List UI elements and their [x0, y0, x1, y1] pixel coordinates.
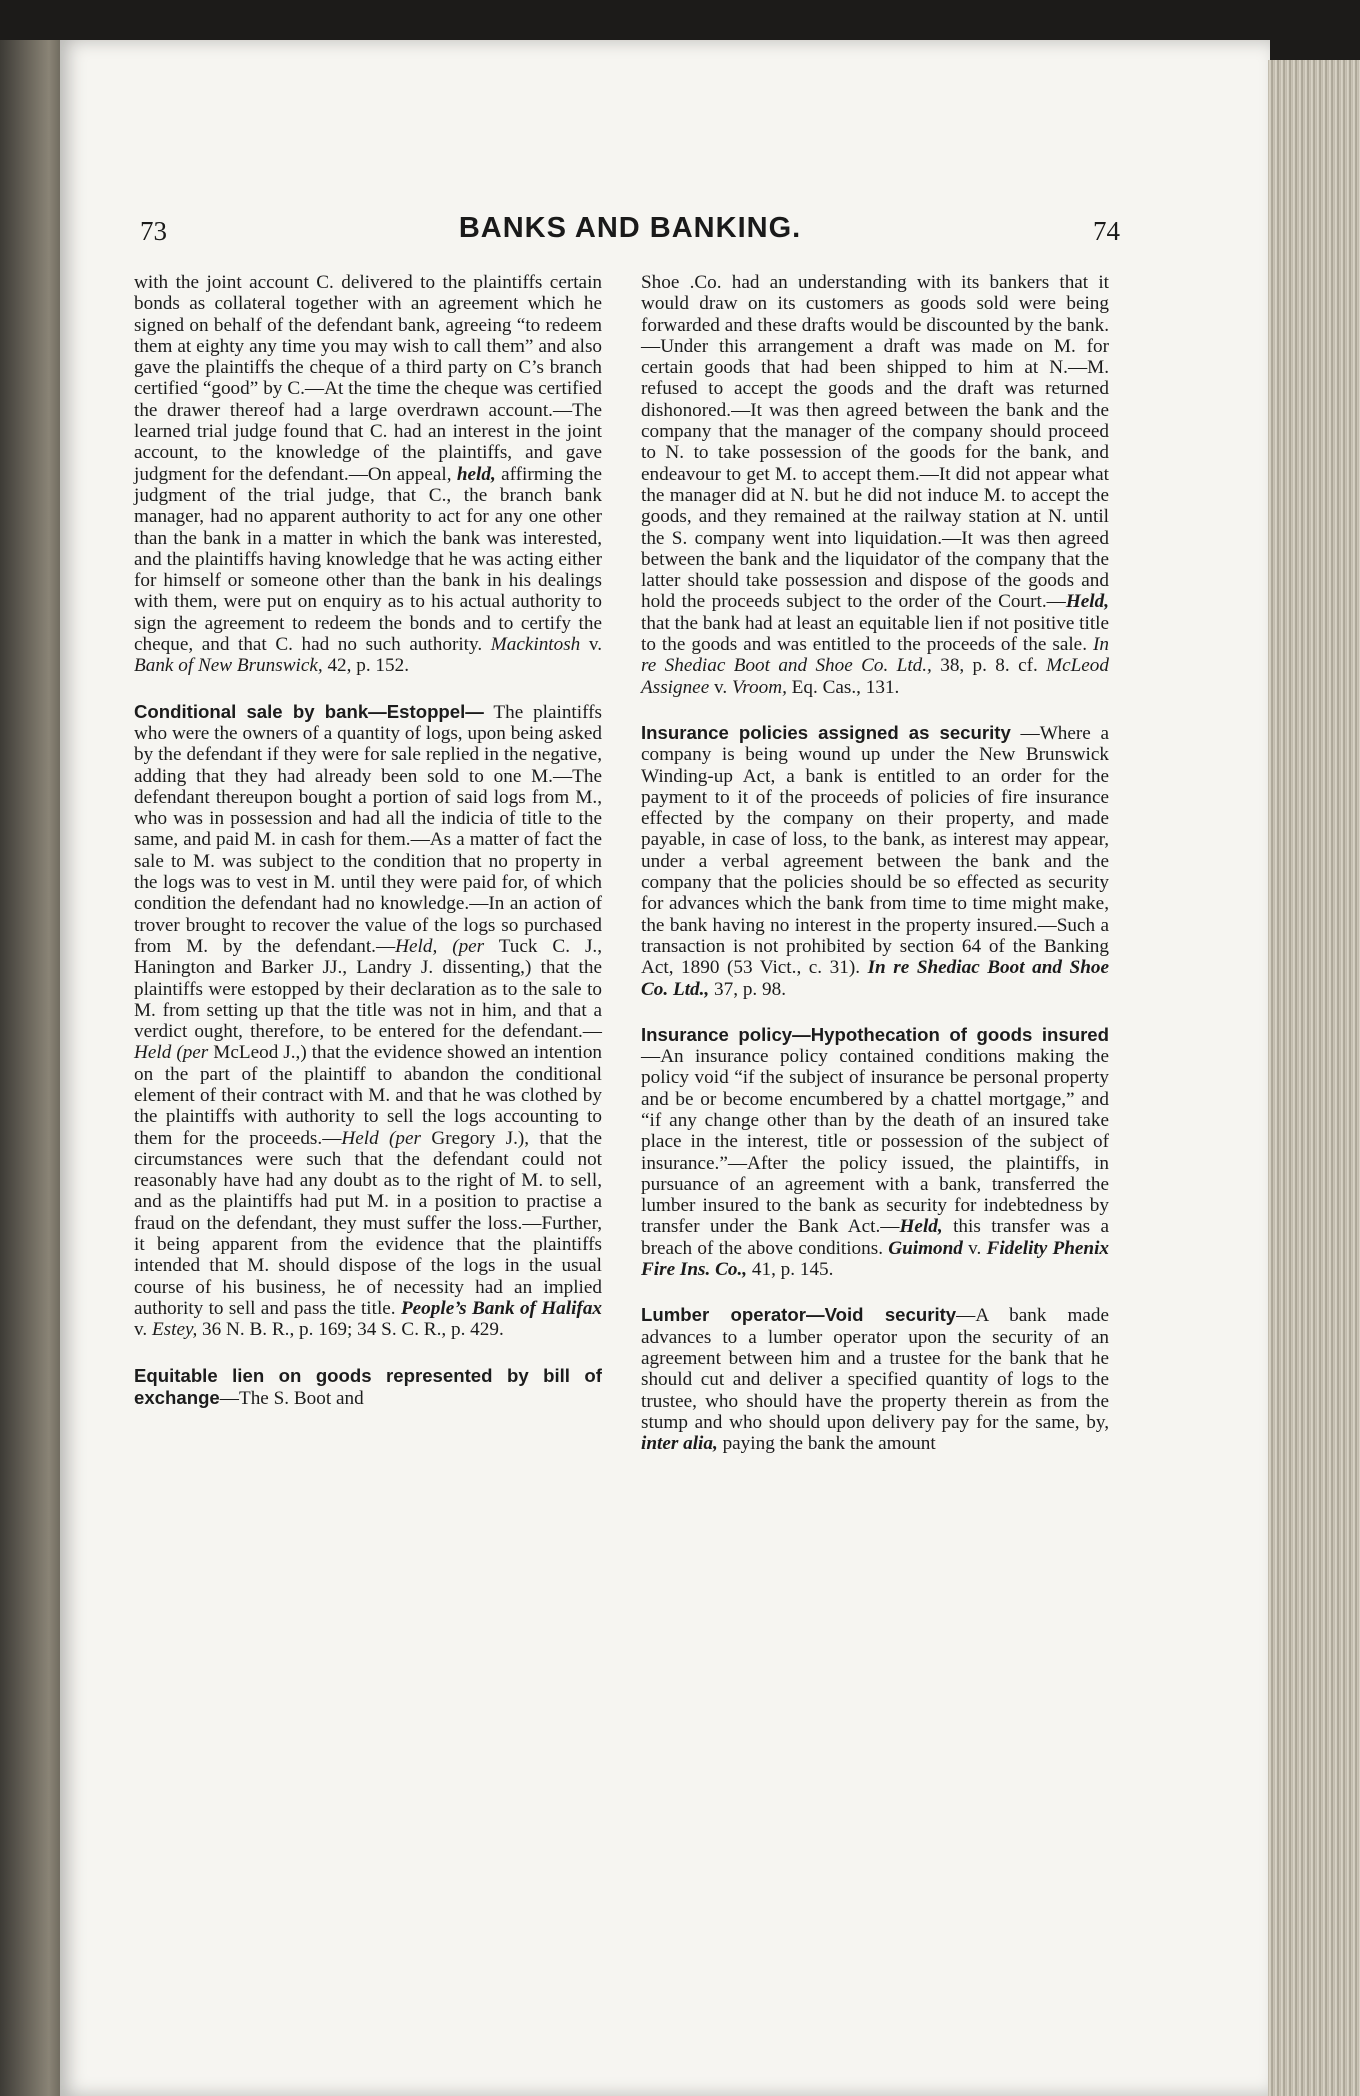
left-column	[134, 272, 602, 1409]
entry-heading: Lumber operator—Void security	[641, 1304, 957, 1326]
case-name: Bank of New Brunswick,	[134, 655, 323, 677]
right-column	[641, 272, 1109, 1454]
running-head	[140, 212, 1120, 252]
page-number-left: 73	[140, 216, 167, 246]
held-label: Held	[134, 1042, 172, 1064]
citation: 36 N. B. R., p. 169; 34 S. C. R., p. 429.	[202, 1319, 504, 1341]
page-edges	[1268, 60, 1360, 2096]
case-name: Estey,	[151, 1319, 198, 1341]
body-text: —Where a company is being wound up under the New Brunswick Winding-up Act, a bank is entitled to an order for the payment to it of the proceeds of policies of fire insurance effected by the company on their property, and made payable, in case of loss, to the bank, as interest may appear, under a verbal agreement between the bank and the company that the policies should be so effected as security for advances which the bank from time to time might make, the bank having no interest in the property insured.—Such a transaction is not prohibited by section 64 of the Banking Act, 1890 (53 Vict., c. 31).	[641, 722, 1109, 979]
body-text: that the bank had at least an equitable lien if not positive title to the goods and was entitled to the proceeds of the sale.	[641, 612, 1109, 656]
body-text: Shoe .Co. had an understanding with its bankers that it would draw on its customers as goods sold were being forwarded and these drafts would be discounted by the bank.—Under this arrangement a draft was made on M. for certain goods that had been shipped to him at N.—M. refused to accept the goods and the draft was returned dishonored.—It was then agreed between the bank and the company that the manager of the company should proceed to N. to take possession of the goods for the bank, and endeavour to get M. to accept them.—It did not appear what the manager did at N. but he did not induce M. to accept the goods, and they remained at the railway station at N. until the S. company went into liquidation.—It was then agreed between the bank and the liquidator of the company that the latter should take possession and dispose of the goods and hold the proceeds subject to the order of the Court.—	[641, 272, 1109, 613]
entry-heading: Insurance policy—Hypothecation of goods insured	[641, 1023, 1109, 1045]
versus: v.	[714, 676, 728, 698]
held-label: Held	[341, 1127, 379, 1149]
case-name: Mackintosh	[490, 634, 581, 656]
held-label: Held,	[899, 1216, 943, 1238]
versus: v.	[968, 1237, 982, 1259]
body-text: Tuck C. J., Hanington and Barker JJ., Landry J. dissenting,) that the plaintiffs were estopped by their declaration as to the sale to M. from setting up that the title was not in him, and that a verdict ought, therefore, to be entered for the defendant.—	[134, 935, 603, 1043]
entry-lumber-operator	[641, 1304, 1109, 1454]
body-text: Gregory J.), that the circumstances were such that the defendant could not reasonably have had any doubt as to the right of M. to sell, and as the plaintiffs had put M. in a position to practise a fraud on the defendant, they must suffer the loss.—Further, it being apparent from the evidence that the plaintiffs intended that M. should dispose of the logs in the usual course of his business, he of necessity had an implied authority to sell and pass the title.	[134, 1127, 602, 1319]
body-text: —A bank made advances to a lumber operator upon the security of an agreement between him and a trustee for the bank that he should cut and deliver a specified quantity of logs to the trustee, who should have the property therein as from the stump and who should upon delivery pay for the same, by,	[641, 1305, 1109, 1433]
body-text: affirming the judgment of the trial judge, that C., the branch bank manager, had no apparent authority to act for any one other than the bank in a matter in which the bank was interested, and the plaintiffs having knowledge that he was acting either for himself or someone other than the bank in his dealings with them, were put on enquiry as to his actual authority to sign the agreement to redeem the bonds and to certify the cheque, and that C. had no such authority.	[134, 463, 602, 656]
per-label: (per	[389, 1127, 422, 1149]
entry-heading: Equitable lien on goods represented by bill of exchange	[134, 1364, 602, 1408]
entry-heading: Insurance policies assigned as security	[641, 721, 1011, 743]
citation: 38, p. 8.	[940, 655, 1010, 677]
body-text: paying the bank the amount	[722, 1433, 936, 1455]
body-text: The plaintiffs who were the owners of a quantity of logs, upon being asked by the defendant if they were for sale replied in the negative, adding that they had already been sold to one M.—The defendant thereupon bought a portion of said logs from M., who was in possession and had all the indicia of title to the same, and paid M. in cash for them.—As a matter of fact the sale to M. was subject to the condition that no property in the logs was to vest in M. until they were paid for, of which condition the defendant had no knowledge.—In an action of trover brought to recover the value of the logs so purchased from M. by the defendant.—	[134, 701, 602, 957]
entry-continued	[134, 272, 602, 677]
case-name: In re Shediac Boot and Shoe Co. Ltd.,	[641, 957, 1109, 1000]
case-name: Guimond	[888, 1237, 963, 1259]
citation: 42, p. 152.	[327, 655, 409, 677]
body-text: with the joint account C. delivered to the plaintiffs certain bonds as collateral together with an agreement which he signed on behalf of the defendant bank, agreeing “to redeem them at eighty any time you may wish to call them” and also gave the plaintiffs the cheque of a third party on C’s branch certified “good” by C.—At the time the cheque was certified the drawer thereof had a large overdrawn account.—The learned trial judge found that C. had an interest in the joint account, to the knowledge of the plaintiffs, and gave judgment for the defendant.—On appeal,	[134, 272, 602, 485]
body-text: McLeod J.,) that the evidence showed an intention on the part of the plaintiff to abandon the conditional element of their contract with M. and that he was clothed by the plaintiffs with authority to sell the logs accounting to them for the proceeds.—	[134, 1042, 603, 1149]
latin-phrase: inter alia,	[641, 1433, 718, 1455]
per-label: (per	[176, 1042, 209, 1064]
entry-equitable-lien	[134, 1365, 602, 1410]
entry-insurance-hypothecation	[641, 1024, 1109, 1281]
body-text: —The S. Boot and	[219, 1387, 364, 1409]
case-name: Fidelity Phenix Fire Ins. Co.,	[641, 1237, 1110, 1281]
held-label: Held,	[1065, 591, 1109, 613]
citation: 41, p. 145.	[751, 1259, 834, 1281]
versus: v.	[588, 634, 603, 656]
cf-label: cf.	[1018, 655, 1038, 677]
entry-conditional-sale	[134, 701, 602, 1341]
body-text: —An insurance policy contained conditions making the policy void “if the subject of insurance be personal property and be or become encumbered by a chattel mortgage,” and “if any change other than by the death of an insured take place in the interest, title or possession of the subject of insurance.”—After the policy issued, the plaintiffs, in pursuance of an agreement with a bank, transferred the lumber insured to the bank as security for indebtedness by transfer under the Bank Act.—	[641, 1046, 1109, 1238]
per-label: (per	[452, 935, 485, 957]
case-name: People’s Bank of Halifax	[400, 1297, 603, 1319]
case-name: Vroom,	[731, 676, 787, 698]
case-name: McLeod Assignee	[641, 655, 1109, 698]
versus: v.	[134, 1319, 148, 1341]
entry-continued	[641, 272, 1109, 698]
case-name: In re Shediac Boot and Shoe Co. Ltd.,	[641, 634, 1109, 677]
held-label: Held,	[395, 935, 438, 957]
citation: Eq. Cas., 131.	[791, 676, 900, 698]
citation: 37, p. 98.	[714, 978, 786, 1000]
page-number-right: 74	[1093, 216, 1120, 246]
entry-heading: Conditional sale by bank—Estoppel—	[134, 700, 484, 722]
body-text: this transfer was a breach of the above conditions.	[641, 1216, 1109, 1259]
entry-insurance-policies	[641, 722, 1109, 1000]
page-title: BANKS AND BANKING.	[458, 212, 802, 244]
held-label: held,	[456, 463, 496, 485]
